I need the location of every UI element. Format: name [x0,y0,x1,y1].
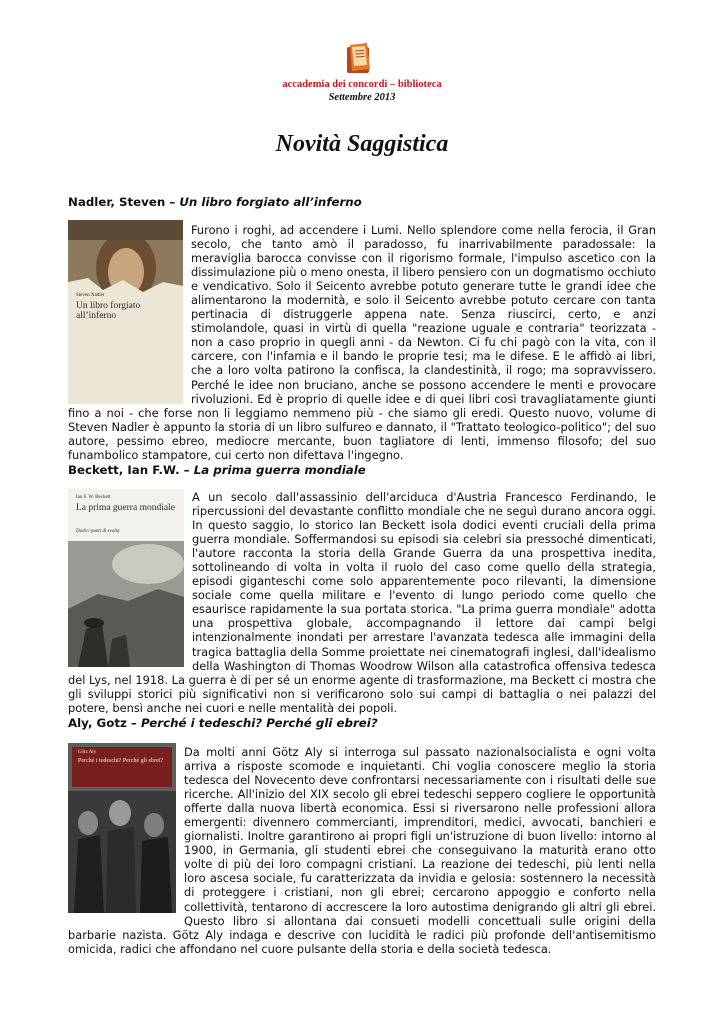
library-name: accademia dei concordi – biblioteca [282,79,442,90]
cover-author: Steven Nadler [76,293,105,298]
book-description: Furono i roghi, ad accendere i Lumi. Nello splendore come nella ferocia, il Gran secolo, che tanto amò il paradosso, fu inarrivabilmente paradossale: la meraviglia barocca convisse con il rigorismo formale, l'impulso ascetico con la dissimulazione più o meno onesta, il libero pensiero con un dogmatismo occhiuto e vendicativo. Solo il Seicento avrebbe potuto generare tutte le grandi idee che alimentarono la modernità, e solo il Seicento avrebbe potuto cercare con tanta pertinacia di distruggerle appena nate. Senza riuscirci, certo, e anzi stimolandole, quasi in virtù di quella "reazione uguale e contraria" teorizzata - non a caso proprio in quegli anni - da Newton. Ci fu chi pagò con la vita, con il carcere, con l'infamia e il bando le proprie tesi; ma le difese. E le affidò ai libri, che a loro volta patirono la confisca, la clandestinità, il rogo; ma sopravvissero. Perché le idee non bruciano, anche se possono accendere le menti e provocare rivoluzioni. Ed è proprio di quelle idee e di quei libri così travagliatamente giunti fino a noi - che forse non li leggiamo nemmeno più - che siamo gli eredi. Questo nuovo, volume di Steven Nadler è appunto la storia di un libro sulfureo e dannato, il "Trattato teologico-politico"; del suo autore, pessimo ebreo, mediocre mercante, buon tagliatore di lenti, immenso filosofo; del suo funambolico stampatore, cui certo non difettava l'ingegno. [68,223,656,462]
cover-author: Ian F. W. Beckett [76,495,111,500]
page-title: Novità Saggistica [275,131,449,157]
book-author: Nadler, Steven – [68,195,180,209]
book-title: Un libro forgiato all’inferno [179,195,362,209]
cover-title: La prima guerra mondiale [76,503,175,513]
book-heading-aly [68,716,378,730]
book-title: Perché i tedeschi? Perché gli ebrei? [140,716,378,730]
book-heading-beckett [68,463,366,477]
book-heading-nadler [68,195,362,209]
book-author: Aly, Gotz – [68,716,141,730]
cover-subtitle: Dodici punti di svolta [76,529,120,534]
cover-author: Götz Aly [78,750,97,755]
cover-title: Un libro forgiato all’inferno [76,301,141,321]
cover-title: Perché i tedeschi? Perché gli ebrei? [78,758,164,764]
book-author: Beckett, Ian F.W. – [68,463,194,477]
book-description: Da molti anni Götz Aly si interroga sul passato nazionalsocialista e ogni volta arriva a risposte scomode e inquietanti. Chi voglia conoscere meglio la storia tedesca del Novecento deve confrontarsi necessariamente con i risultati delle sue ricerche. All'inizio del XIX secolo gli ebrei tedeschi seppero cogliere le opportunità offerte dalla nuova libertà economica. Essi si riversarono nelle professioni allora emergenti: divennero commercianti, imprenditori, medici, avvocati, banchieri e giornalisti. Inoltre garantirono ai propri figli un'istruzione di buon livello: intorno al 1900, in Germania, gli studenti ebrei che conseguivano la maturità erano otto volte di più dei loro compagni cristiani. La reazione dei tedeschi, più lenti nella loro ascesa sociale, fu caratterizzata da invidia e gelosia: sostennero la necessità di proteggere i cristiani, non gli ebrei; cercarono appoggio e conforto nella collettività, tentarono di accrescere la loro autostima denigrando gli altri gli ebrei. Questo libro si allontana dai consueti modelli concettuali sulle origini della barbarie nazista. Götz Aly indaga e descrive con lucidità le radici più profonde dell'antisemitismo omicida, radici che affondano nel cuore pulsante della storia e della società tedesca. [68,745,656,956]
book-logo-icon [343,41,373,75]
issue-date: Settembre 2013 [328,92,396,103]
book-description: A un secolo dall'assassinio dell'arciduca d'Austria Francesco Ferdinando, le ripercussioni del devastante conflitto mondiale che ne seguì durano ancora oggi. In questo saggio, lo storico Ian Beckett isola dodici eventi cruciali della prima guerra mondiale. Soffermandosi su episodi sia celebri sia pressoché dimenticati, l'autore racconta la storia della Grande Guerra da una prospettiva inedita, sottolineando di volta in volta il ruolo del caso come quello della strategia, episodi giganteschi come solo apparentemente poco rilevanti, la dimensione sociale come quella militare e l'evento di lungo periodo come quello che esaurisce rapidamente la sua portata storica. "La prima guerra mondiale" adotta una prospettiva globale, accompagnando il lettore dai campi belgi intenzionalmente inondati per arrestare l'avanzata tedesca alle immagini della tragica battaglia della Somme proiettate nei cinematografi inglesi, dall'idealismo della Washington di Thomas Woodrow Wilson alla catastrofica offensiva tedesca del Lys, nel 1918. La guerra è di per sé un enorme agente di trasformazione, ma Beckett ci mostra che gli sviluppi storici più significativi non si verificarono solo sui campi di battaglia o nei palazzi del potere, bensì anche nei cuori e nelle mentalità dei popoli. [68,490,656,715]
book-title: La prima guerra mondiale [193,463,366,477]
